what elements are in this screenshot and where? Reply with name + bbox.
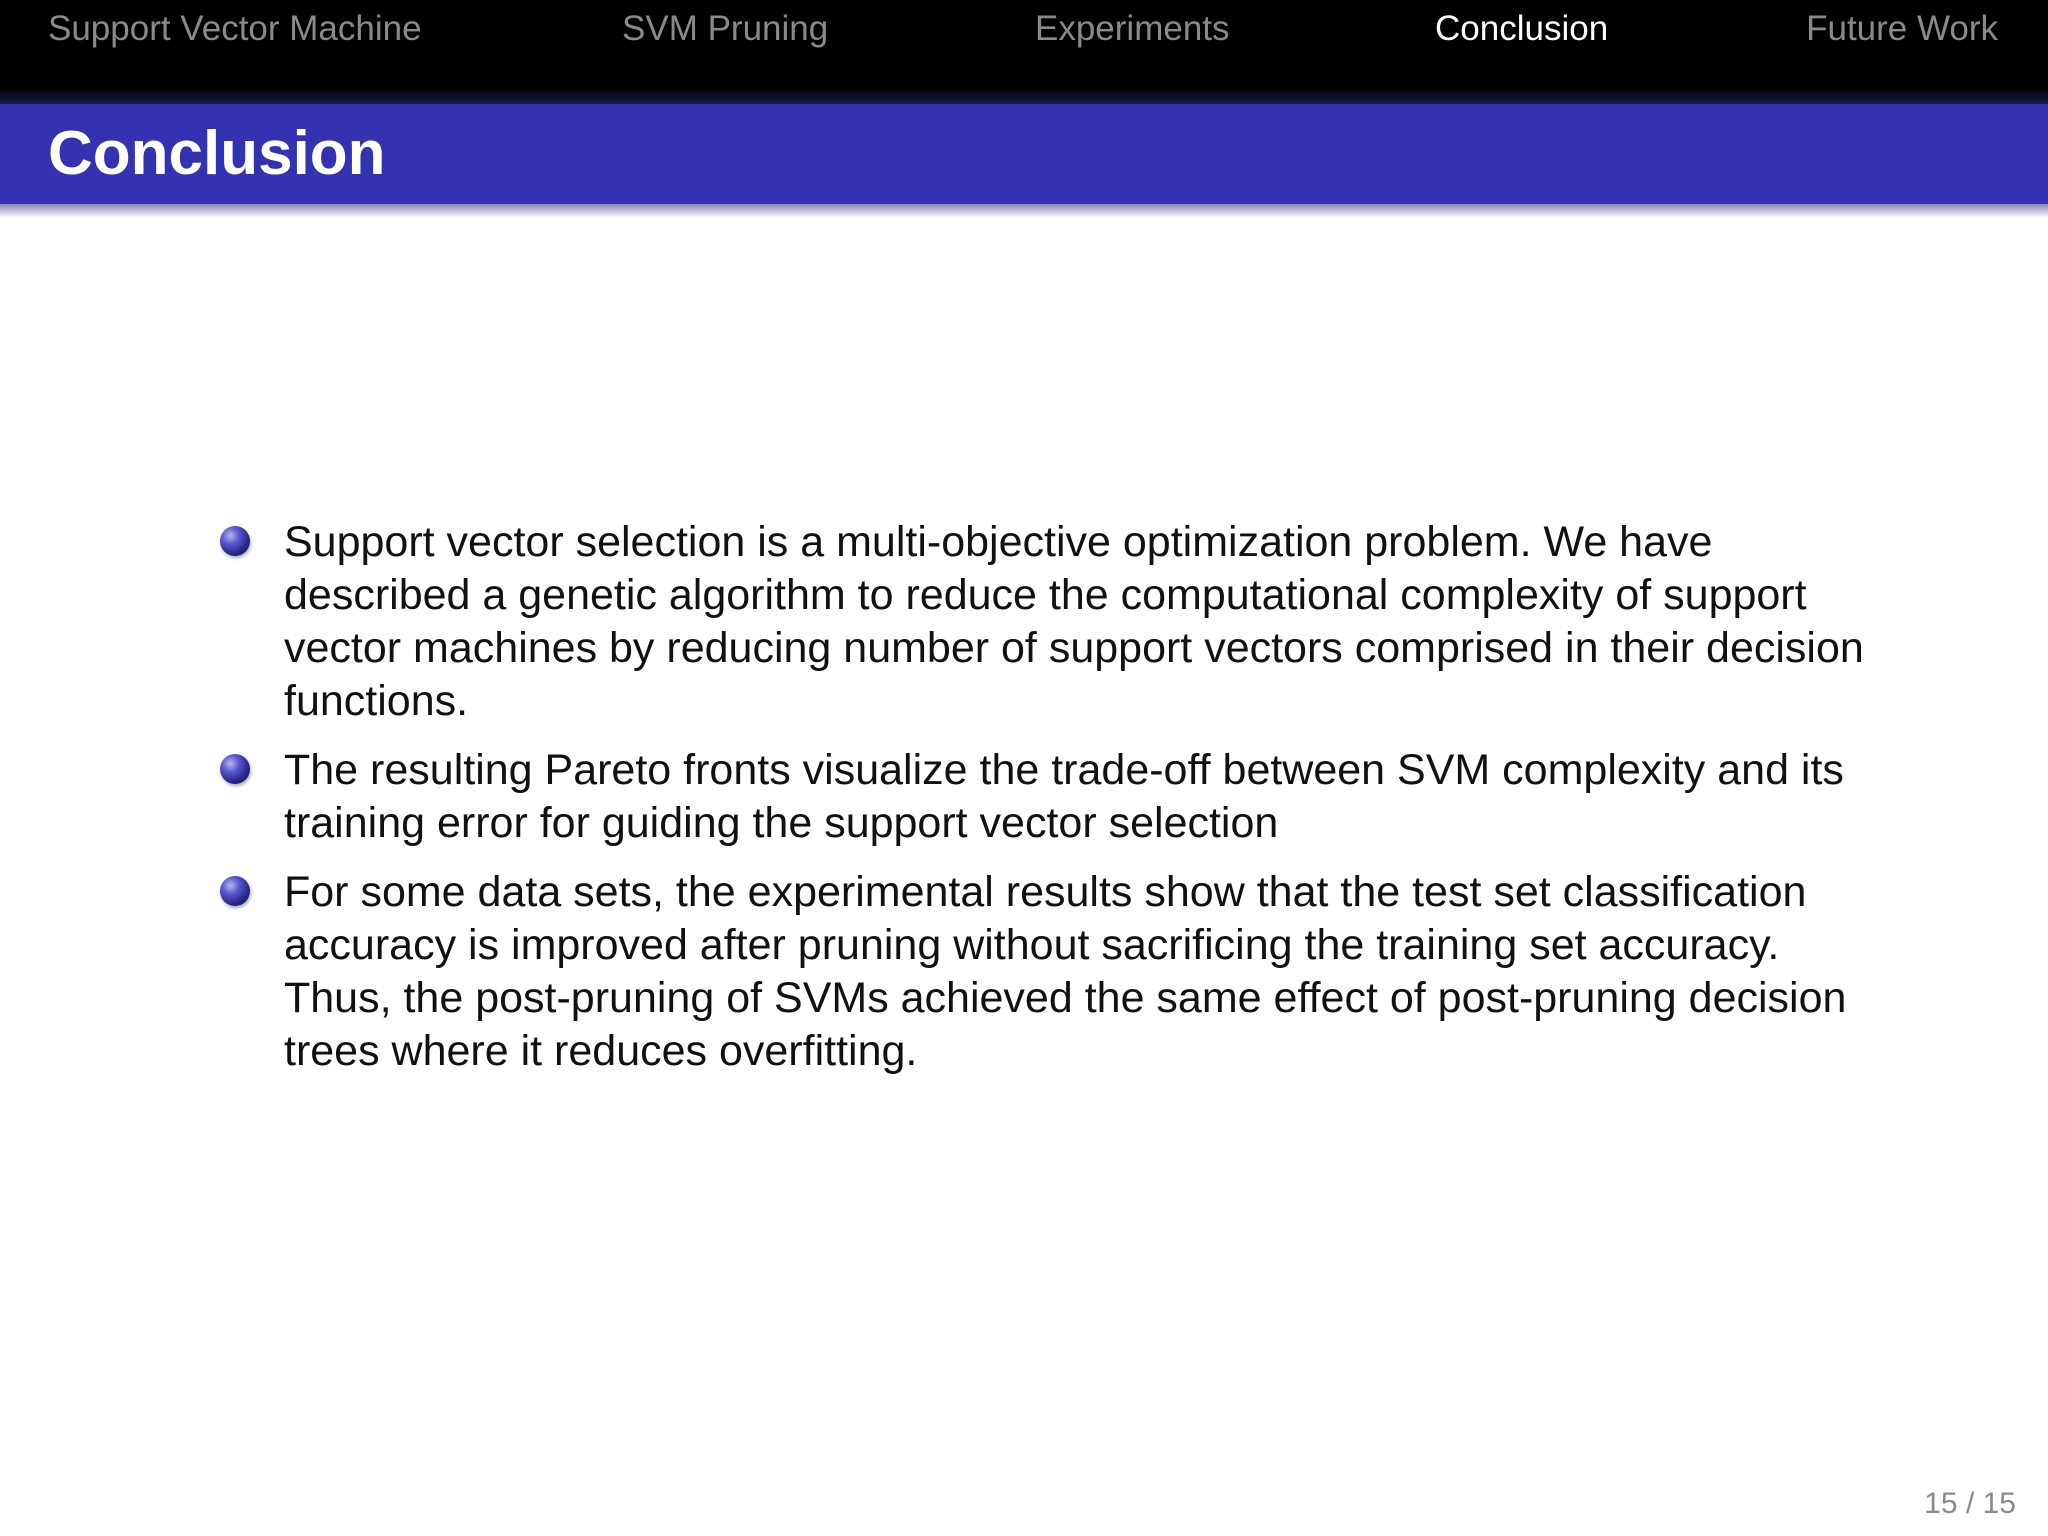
ball-bullet-icon xyxy=(220,876,250,906)
ball-bullet-icon xyxy=(220,526,250,556)
bullet-item-3 xyxy=(216,866,1896,1078)
frame-title-shadow xyxy=(0,204,2048,218)
nav-section-svm-pruning[interactable]: SVM Pruning xyxy=(622,9,829,48)
nav-section-conclusion[interactable]: Conclusion xyxy=(1435,9,1609,48)
bullet-text-1: Support vector selection is a multi-objective optimization problem. We have described a genetic algorithm to reduce the computational complexity of support vector machines by reducing number of support vectors comprised in their decision functions. xyxy=(284,518,1864,725)
bullet-item-1 xyxy=(216,516,1896,728)
section-navigation-bar xyxy=(0,0,2048,104)
bullet-text-3: For some data sets, the experimental results show that the test set classification accuracy is improved after pruning without sacrificing the training set accuracy. Thus, the post-pruning of SVMs achieved the same effect of post-pruning decision trees where it reduces overfitting. xyxy=(284,868,1847,1075)
ball-bullet-icon xyxy=(220,754,250,784)
nav-section-experiments[interactable]: Experiments xyxy=(1035,9,1230,48)
frame-title: Conclusion xyxy=(48,119,386,188)
bullet-list xyxy=(216,516,1896,1094)
bullet-item-2 xyxy=(216,744,1896,850)
page-number: 15 / 15 xyxy=(1924,1487,2016,1520)
nav-section-future-work[interactable]: Future Work xyxy=(1806,9,1998,48)
nav-section-support-vector-machine[interactable]: Support Vector Machine xyxy=(48,9,422,48)
bullet-text-2: The resulting Pareto fronts visualize the trade-off between SVM complexity and its training error for guiding the support vector selection xyxy=(284,746,1844,847)
